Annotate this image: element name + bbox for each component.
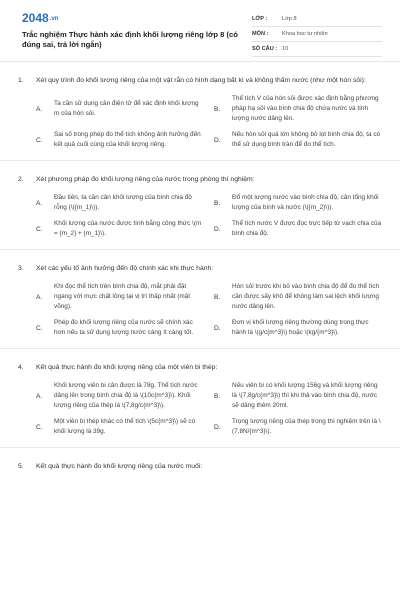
option-text: Khối lượng viên bi cân được là 78g. Thể tích nước dâng lên trong bình chia độ là \(10c{m^3}\). Khối lượng riêng của thép là \(7,8g/c{m^3}\). xyxy=(54,382,198,409)
option-text: Khi đọc thể tích trên bình chia độ, mắt phải đặt ngang với mực chất lỏng tại vị trí thấp nhất (mặt võng). xyxy=(54,283,190,310)
option-text: Nếu viên bi có khối lượng 156g và khối lượng riêng là \(7,8g/c{m^3}\) thì khi thả vào bình chia độ, nước sẽ dâng thêm 20ml. xyxy=(232,382,378,409)
option-text: Phép đo khối lượng riêng của nước sẽ chính xác hơn nếu ta sử dụng lượng nước càng ít càng tốt. xyxy=(54,319,194,336)
option-letter: A. xyxy=(36,392,43,400)
option-b[interactable] xyxy=(214,282,382,312)
option-d[interactable] xyxy=(214,219,382,239)
option-c[interactable] xyxy=(36,219,204,239)
option-letter: D. xyxy=(214,136,221,144)
option-letter: C. xyxy=(36,423,43,431)
option-text: Sai số trong phép đo thể tích không ảnh hưởng đến kết quả cuối cùng của khối lượng riêng. xyxy=(54,131,201,148)
meta-value: Khoa học tự nhiên xyxy=(282,31,328,37)
option-grid xyxy=(18,94,382,150)
question-number: 1. xyxy=(18,77,24,84)
option-c[interactable] xyxy=(36,130,204,150)
question-2 xyxy=(0,161,400,250)
option-text: Trọng lượng riêng của thép trong thí nghiệm trên là \(7,8N/{m^3}\). xyxy=(232,418,381,435)
option-a[interactable] xyxy=(36,193,204,213)
option-a[interactable] xyxy=(36,94,204,124)
question-3 xyxy=(0,250,400,349)
question-1 xyxy=(0,62,400,161)
question-number: 2. xyxy=(18,176,24,183)
meta-row-count xyxy=(252,42,382,57)
question-text: Kết quả thực hành đo khối lượng riêng của nước muối: xyxy=(36,463,203,470)
question-stem xyxy=(18,264,382,274)
option-letter: A. xyxy=(36,199,43,207)
option-text: Hòn sỏi trước khi bỏ vào bình chia độ để đo thể tích cần được sấy khô để không làm sai lệch khối lượng nước dâng lên. xyxy=(232,283,380,310)
question-stem xyxy=(18,363,382,373)
option-letter: A. xyxy=(36,293,43,301)
option-d[interactable] xyxy=(214,130,382,150)
question-stem xyxy=(18,175,382,185)
meta-row-class xyxy=(252,12,382,27)
option-text: Thể tích V của hòn sỏi được xác định bằng phương pháp hạ sỏi vào bình chia độ chứa nước và tính lượng nước dâng lên. xyxy=(232,95,379,122)
option-c[interactable] xyxy=(36,318,204,338)
option-letter: A. xyxy=(36,105,43,113)
option-grid xyxy=(18,381,382,437)
question-number: 4. xyxy=(18,364,24,371)
question-text: Xét quy trình đo khối lượng riêng của một vật rắn có hình dạng bất kì và không thấm nước (như một hòn sỏi): xyxy=(36,77,366,84)
option-letter: D. xyxy=(214,225,221,233)
question-4 xyxy=(0,349,400,448)
option-letter: B. xyxy=(214,392,221,400)
meta-key: MÔN : xyxy=(252,31,269,37)
meta-key: SỐ CÂU : xyxy=(252,46,278,52)
document-title: Trắc nghiệm Thực hành xác định khối lượng riêng lớp 8 (có đúng sai, trả lời ngắn) xyxy=(22,30,238,49)
option-grid xyxy=(18,193,382,239)
option-text: Thể tích nước V được đọc trực tiếp từ vạch chia của bình chia độ. xyxy=(232,220,382,237)
option-b[interactable] xyxy=(214,94,382,124)
meta-row-subject xyxy=(252,27,382,42)
question-5 xyxy=(0,448,400,482)
question-text: Xét phương pháp đo khối lượng riêng của nước trong phòng thí nghiệm: xyxy=(36,176,255,183)
question-number: 3. xyxy=(18,265,24,272)
question-stem xyxy=(18,462,382,472)
option-letter: B. xyxy=(214,105,221,113)
question-stem xyxy=(18,76,382,86)
option-letter: C. xyxy=(36,136,43,144)
option-d[interactable] xyxy=(214,417,382,437)
question-list xyxy=(0,62,400,482)
site-logo[interactable] xyxy=(22,11,58,25)
meta-key: LỚP : xyxy=(252,16,268,22)
option-text: Nếu hòn sỏi quá lớn không bỏ lọt bình chia độ, ta có thể sử dụng bình tràn để đo thể tích. xyxy=(232,131,381,148)
logo-tld: .vn xyxy=(49,15,59,22)
option-a[interactable] xyxy=(36,381,204,411)
option-letter: D. xyxy=(214,324,221,332)
option-d[interactable] xyxy=(214,318,382,338)
option-b[interactable] xyxy=(214,193,382,213)
meta-value: Lớp 8 xyxy=(282,16,297,22)
option-letter: D. xyxy=(214,423,221,431)
option-text: Đơn vị khối lượng riêng thường dùng trong thực hành là \(g/c{m^3}\) hoặc \(kg/{m^3}\). xyxy=(232,319,369,336)
option-letter: C. xyxy=(36,225,43,233)
option-letter: B. xyxy=(214,293,221,301)
question-number: 5. xyxy=(18,463,24,470)
logo-text: 2048 xyxy=(22,11,49,25)
option-b[interactable] xyxy=(214,381,382,411)
option-letter: C. xyxy=(36,324,43,332)
option-c[interactable] xyxy=(36,417,204,437)
document-meta xyxy=(252,12,382,57)
option-text: Một viên bi thép khác có thể tích \(5c{m^3}\) sẽ có khối lượng là 39g. xyxy=(54,418,196,435)
question-text: Kết quả thực hành đo khối lượng riêng của một viên bi thép: xyxy=(36,364,218,371)
page-header xyxy=(0,0,400,62)
option-text: Đầu tiên, ta cần cân khối lượng của bình chia độ rỗng (\({m_1}\)). xyxy=(54,194,192,211)
option-text: Đổ một lượng nước vào bình chia độ, cân tổng khối lượng của bình và nước (\({m_2}\)). xyxy=(232,194,379,211)
question-text: Xét các yếu tố ảnh hưởng đến độ chính xác khi thực hành: xyxy=(36,265,214,272)
option-text: Khối lượng của nước được tính bằng công thức \(m = {m_2} + {m_1}\). xyxy=(54,220,202,237)
option-text: Ta cần sử dụng cân điện tử để xác định khối lượng m của hòn sỏi. xyxy=(54,100,199,117)
option-letter: B. xyxy=(214,199,221,207)
option-grid xyxy=(18,282,382,338)
meta-value: 10 xyxy=(282,46,289,52)
option-a[interactable] xyxy=(36,282,204,312)
